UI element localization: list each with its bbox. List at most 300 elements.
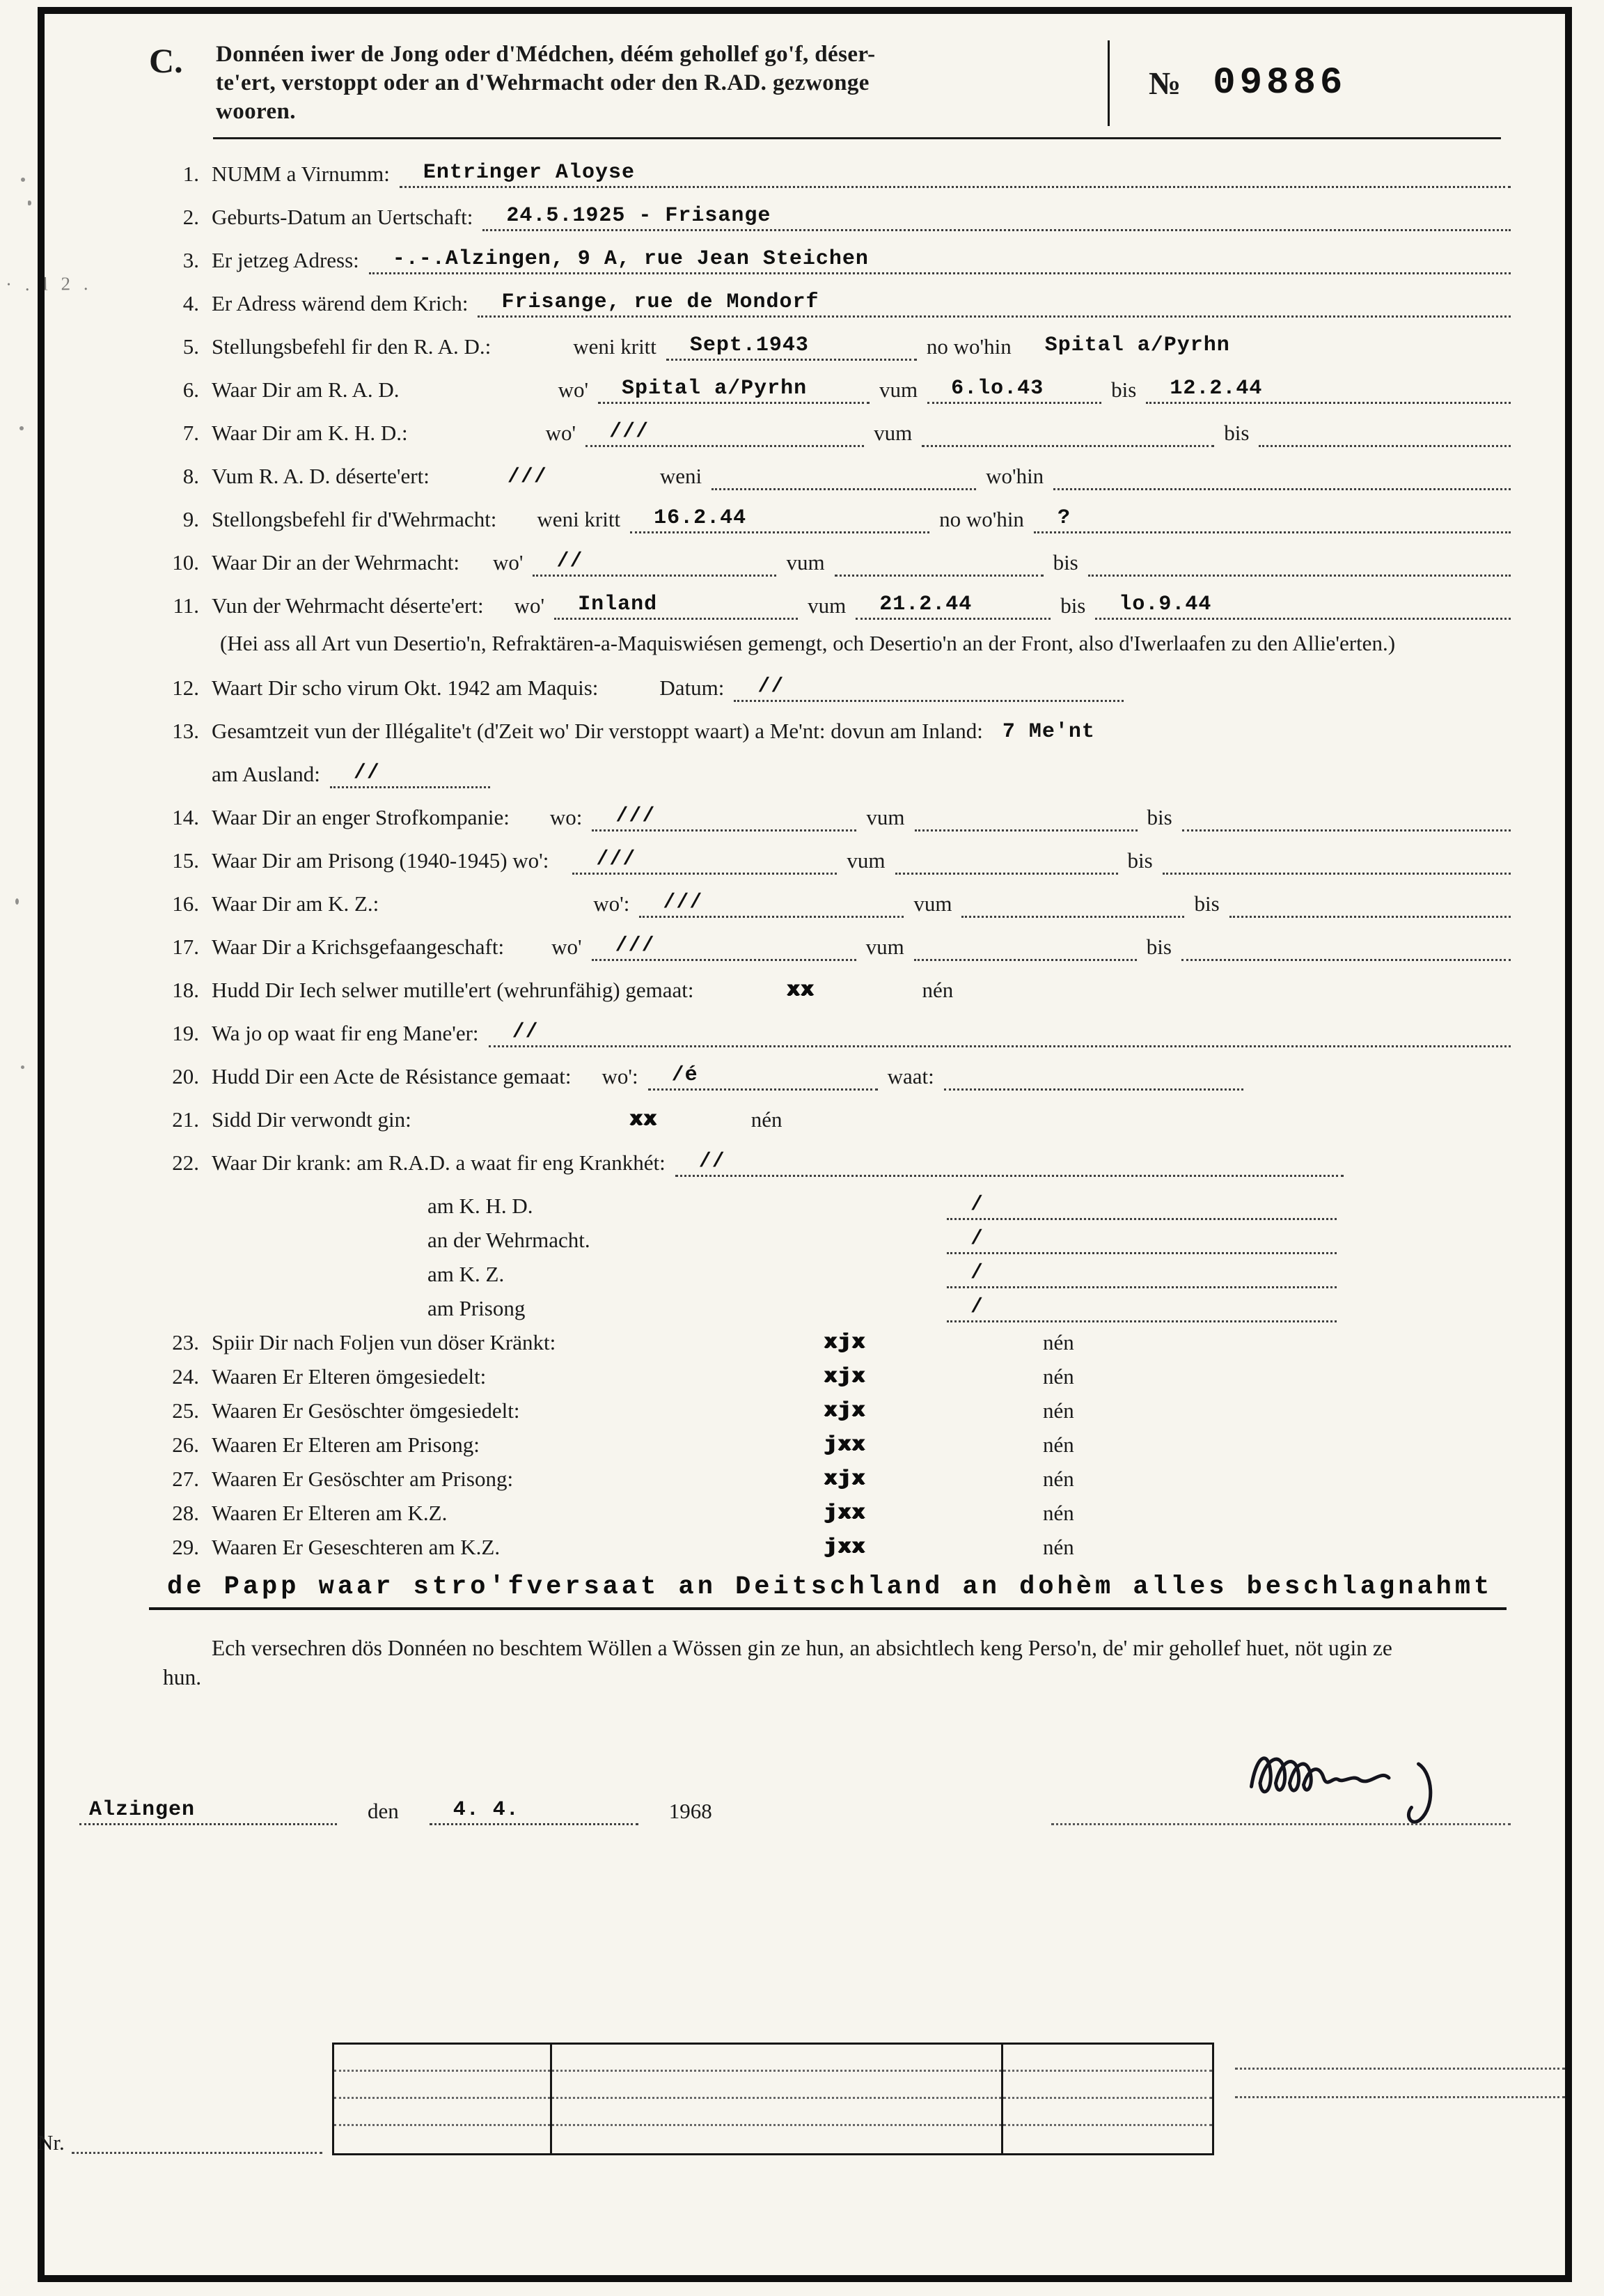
field-label: Vum R. A. D. déserte'ert: <box>212 463 430 488</box>
item-number: 3. <box>182 247 199 272</box>
field-blank <box>369 247 1511 274</box>
field-blank <box>1034 506 1511 533</box>
field-blank <box>648 1063 878 1091</box>
item-number: 6. <box>182 377 199 402</box>
field-label: nén <box>1043 1501 1074 1526</box>
typed-value: 7 Me'nt <box>1002 720 1095 744</box>
field-label: vum <box>913 891 952 916</box>
field-label: Waar Dir am K. H. D.: <box>212 420 408 445</box>
form-row <box>149 1226 1511 1254</box>
typed-statement: de Papp waar stro'fversaat an Deitschland an dohèm alles beschlagnahmt <box>149 1572 1507 1610</box>
field-label: am Ausland: <box>212 762 320 787</box>
declaration-text: Ech versechren dös Donnéen no beschtem Wöllen a Wössen gin ze hun, an absichtlech keng Perso'n, de' mir gehollef huet, nöt ugin ze hun. <box>163 1636 1392 1690</box>
header-description-line: te'ert, verstoppt oder an d'Wehrmacht oder den R.AD. gezwonge <box>216 70 870 95</box>
typed-value: // <box>556 549 583 573</box>
field-blank <box>947 1260 1337 1288</box>
row-body <box>212 933 1511 961</box>
field-blank <box>1259 419 1511 447</box>
field-label: wo' <box>558 377 589 402</box>
field-blank <box>592 933 856 961</box>
field-label: NUMM a Virnumm: <box>212 161 390 186</box>
field-blank <box>675 1149 1344 1177</box>
typed-value: /// <box>615 934 655 958</box>
field-label: den <box>368 1799 399 1824</box>
signature-area <box>1051 1726 1511 1825</box>
item-number: 13. <box>172 719 199 744</box>
typed-value: / <box>970 1295 984 1320</box>
scan-speck <box>28 201 31 205</box>
field-blank <box>914 933 1137 961</box>
form-row <box>149 160 1511 188</box>
form-row <box>149 1465 1511 1493</box>
overstrike-mark: xx <box>629 1108 658 1132</box>
form-row <box>149 1329 1511 1357</box>
field-blank <box>554 592 798 620</box>
typed-value: Frisange, rue de Mondorf <box>501 290 819 314</box>
field-label: am K. Z. <box>427 1262 505 1287</box>
field-label: bis <box>1147 805 1172 830</box>
field-label: no wo'hin <box>939 506 1024 531</box>
field-label: an der Wehrmacht. <box>427 1228 590 1253</box>
typed-value: // <box>698 1150 725 1174</box>
row-body <box>212 1260 1511 1288</box>
form-row <box>149 376 1511 404</box>
grid-cell <box>1003 2045 1212 2072</box>
item-number: 16. <box>172 891 199 916</box>
field-blank <box>1088 549 1511 577</box>
typed-value <box>1181 958 1211 959</box>
field-label: nén <box>1043 1364 1074 1389</box>
field-label: Waart Dir scho virum Okt. 1942 am Maquis: <box>212 675 599 701</box>
typed-value: 21.2.44 <box>879 592 973 616</box>
field-blank <box>639 890 904 918</box>
field-label: wo' <box>492 549 524 575</box>
field-label: wo'hin <box>986 463 1044 488</box>
field-label: vum <box>786 549 825 575</box>
closing-row <box>79 1726 1511 1825</box>
form-row <box>149 462 1511 490</box>
field-blank <box>947 1226 1337 1254</box>
form-row <box>149 1192 1511 1220</box>
form-row <box>149 804 1511 831</box>
field-label: Sidd Dir verwondt gin: <box>212 1107 411 1132</box>
field-blank <box>1095 592 1511 620</box>
form-row <box>149 419 1511 447</box>
row-body <box>212 1397 1511 1425</box>
row-body <box>212 1192 1511 1220</box>
grid-cell <box>1003 2126 1212 2153</box>
form-row <box>149 1397 1511 1425</box>
typed-value: Spital a/Pyrhn <box>622 376 808 400</box>
typed-value: ? <box>1057 506 1071 530</box>
typed-value: // <box>512 1020 539 1045</box>
typed-value: /// <box>609 419 650 444</box>
field-blank <box>944 1063 1243 1091</box>
field-blank <box>1021 333 1511 361</box>
field-blank <box>572 847 837 875</box>
item-number: 7. <box>182 420 199 445</box>
field-label: vum <box>866 805 905 830</box>
form-row <box>149 203 1511 231</box>
row-body <box>212 1020 1511 1047</box>
overstrike-mark: xjx <box>824 1399 867 1423</box>
numero-sign: № <box>1149 65 1181 101</box>
field-label: waat: <box>887 1064 934 1089</box>
field-label: bis <box>1146 935 1172 960</box>
field-label: no wo'hin <box>926 334 1012 359</box>
overstrike-mark: xjx <box>824 1365 867 1389</box>
typed-value: 24.5.1925 - Frisange <box>506 203 771 228</box>
field-blank <box>947 1192 1337 1220</box>
form-row <box>149 1149 1511 1177</box>
item-number: 29. <box>172 1535 199 1560</box>
grid-cell <box>334 2099 550 2126</box>
field-blank <box>598 376 870 404</box>
field-label: Hudd Dir een Acte de Résistance gemaat: <box>212 1064 572 1089</box>
field-label: wo: <box>549 805 583 830</box>
field-label: Waaren Er Gesöschter ömgesiedelt: <box>212 1398 520 1423</box>
row-body <box>212 1533 1511 1561</box>
field-label: weni <box>659 463 702 488</box>
field-label: vum <box>865 935 904 960</box>
row-body <box>212 376 1511 404</box>
field-label: Spiir Dir nach Foljen vun döser Kränkt: <box>212 1330 556 1355</box>
item-number: 9. <box>182 506 199 531</box>
header-description-line: wooren. <box>216 98 296 124</box>
scan-speck <box>19 426 24 430</box>
field-label: Geburts-Datum an Uertschaft: <box>212 204 473 229</box>
field-label: Vun der Wehrmacht déserte'ert: <box>212 593 484 618</box>
row-body <box>212 1431 1511 1459</box>
field-blank <box>1181 933 1511 961</box>
dotted-blank <box>1235 2070 1565 2098</box>
form-row <box>149 890 1511 918</box>
form-row <box>149 717 1511 745</box>
form-row <box>149 549 1511 577</box>
typed-value <box>1182 828 1211 829</box>
form-row <box>149 1106 1511 1134</box>
field-blank <box>922 419 1214 447</box>
field-label: Datum: <box>659 675 725 701</box>
field-label: Waar Dir an enger Strofkompanie: <box>212 805 510 830</box>
field-label: am Prisong <box>427 1296 526 1321</box>
typed-value <box>1053 487 1083 488</box>
field-label: Waaren Er Elteren am K.Z. <box>212 1501 448 1526</box>
signature-scribble <box>1211 1726 1511 1830</box>
typed-value <box>944 1087 973 1088</box>
field-label: Waar Dir am Prisong (1940-1945) wo': <box>212 848 549 873</box>
grid-column <box>552 2045 1003 2153</box>
row-body <box>212 976 1511 1004</box>
field-label: vum <box>874 420 913 445</box>
row-body <box>212 462 1511 490</box>
typed-value <box>835 573 864 575</box>
scan-artifact: · . l 2 . <box>5 272 93 295</box>
field-label: weni kritt <box>537 506 621 531</box>
field-label: Waaren Er Elteren ömgesiedelt: <box>212 1364 487 1389</box>
document-number: 09886 <box>1213 61 1347 104</box>
dotted-blank <box>1235 2041 1565 2070</box>
typed-value <box>1259 444 1288 445</box>
section-letter: C. <box>149 41 183 80</box>
row-body <box>212 419 1511 447</box>
item-number: 15. <box>172 848 199 873</box>
field-label: am K. H. D. <box>427 1194 533 1219</box>
typed-value: Sept.1943 <box>689 333 809 357</box>
field-blank <box>734 674 1124 702</box>
field-label: weni kritt <box>573 334 656 359</box>
field-label: wo' <box>545 420 576 445</box>
grid-cell <box>552 2072 1001 2099</box>
field-label: nén <box>922 978 954 1003</box>
field-blank <box>1163 847 1511 875</box>
form-row <box>149 847 1511 875</box>
field-label: Hudd Dir Iech selwer mutille'ert (wehrunfähig) gemaat: <box>212 978 694 1003</box>
field-label: bis <box>1053 549 1078 575</box>
typed-value: 4. 4. <box>453 1798 519 1822</box>
form-row <box>149 674 1511 702</box>
field-label: wo' <box>514 593 545 618</box>
field-label: nén <box>1043 1330 1074 1355</box>
field-label: Gesamtzeit vun der Illégalite't (d'Zeit wo' Dir verstoppt waart) a Me'nt: dovun am Inland: <box>212 719 983 744</box>
item-number: 24. <box>172 1364 199 1389</box>
date-blank <box>430 1797 638 1825</box>
field-blank <box>533 549 776 577</box>
grid-cell <box>334 2126 550 2153</box>
field-label: Waar Dir an der Wehrmacht: <box>212 549 459 575</box>
field-label: bis <box>1060 593 1086 618</box>
field-label: Er Adress wärend dem Krich: <box>212 290 469 315</box>
header-description-line: Donnéen iwer de Jong oder d'Médchen, déém gehollef go'f, déser- <box>216 42 876 67</box>
item-number: 28. <box>172 1501 199 1526</box>
field-label: bis <box>1224 420 1250 445</box>
form-header <box>149 29 1511 130</box>
field-label: Waar Dir a Krichsgefaangeschaft: <box>212 935 505 960</box>
row-body <box>212 203 1511 231</box>
field-blank <box>489 1020 1511 1047</box>
row-body <box>212 804 1511 831</box>
grid-cell <box>552 2126 1001 2153</box>
field-label: Er jetzeg Adress: <box>212 247 359 272</box>
field-label: Stellungsbefehl fir den R. A. D.: <box>212 334 492 359</box>
page-content <box>38 14 1565 2275</box>
field-label: nén <box>1043 1467 1074 1492</box>
row-body <box>212 674 1511 702</box>
row-body <box>212 290 1511 318</box>
overstrike-mark: jxx <box>824 1536 867 1560</box>
field-label: vum <box>847 848 886 873</box>
typed-value <box>1229 914 1259 916</box>
overstrike-mark: xx <box>787 978 815 1003</box>
form-row <box>149 506 1511 533</box>
typed-value: // <box>757 675 785 699</box>
typed-value: 12.2.44 <box>1170 376 1263 400</box>
page-border-frame <box>38 7 1572 2282</box>
field-label: wo': <box>602 1064 638 1089</box>
item-number: 21. <box>172 1107 199 1132</box>
row-body <box>212 1363 1511 1391</box>
field-blank <box>1146 376 1511 404</box>
field-blank <box>927 376 1101 404</box>
field-label: vum <box>808 593 847 618</box>
item-number: 4. <box>182 290 199 315</box>
typed-value <box>1088 573 1117 575</box>
overstrike-mark: jxx <box>824 1501 867 1526</box>
signature-line <box>1051 1823 1511 1825</box>
field-label: vum <box>879 377 918 402</box>
typed-value: /// <box>507 464 547 489</box>
item-number: 27. <box>172 1467 199 1492</box>
item-note: (Hei ass all Art vun Desertio'n, Refraktären-a-Maquiswiésen gemengt, och Desertio'n an der Front, also d'Iwerlaafen zu den Allie'erten.) <box>220 630 1396 655</box>
field-label: nén <box>1043 1535 1074 1560</box>
field-blank <box>478 290 1511 318</box>
footer-area <box>38 2041 1565 2155</box>
field-label: Waar Dir am K. Z.: <box>212 891 379 916</box>
field-blank <box>947 1295 1337 1322</box>
row-body <box>212 1063 1511 1091</box>
typed-value: lo.9.44 <box>1119 592 1212 616</box>
form-row <box>149 333 1511 361</box>
item-number: 8. <box>182 463 199 488</box>
row-body <box>212 1465 1511 1493</box>
item-number: 14. <box>172 805 199 830</box>
typed-value: 6.lo.43 <box>951 376 1044 400</box>
form-rows <box>149 160 1511 1561</box>
date-line <box>79 1797 722 1825</box>
field-blank <box>961 890 1184 918</box>
field-label: Wa jo op waat fir eng Mane'er: <box>212 1021 479 1046</box>
row-body <box>212 760 1511 788</box>
place-blank <box>79 1797 337 1825</box>
typed-value <box>914 958 943 959</box>
item-number: 10. <box>172 549 199 575</box>
scan-speck <box>21 178 25 182</box>
item-number: 17. <box>172 935 199 960</box>
row-body <box>212 160 1511 188</box>
row-body <box>212 1295 1511 1322</box>
typed-value <box>922 444 951 445</box>
typed-value <box>961 914 991 916</box>
field-label: Waaren Er Elteren am Prisong: <box>212 1432 480 1458</box>
row-body <box>212 1106 1511 1134</box>
field-blank <box>330 760 490 788</box>
row-body <box>212 333 1511 361</box>
field-blank <box>666 333 917 361</box>
row-body <box>212 717 1511 745</box>
field-label: nén <box>1043 1432 1074 1458</box>
form-row <box>149 247 1511 274</box>
field-blank <box>856 592 1051 620</box>
row-body <box>212 506 1511 533</box>
field-blank <box>592 804 856 831</box>
typed-value: /é <box>671 1063 698 1088</box>
field-blank <box>711 462 976 490</box>
field-blank <box>1229 890 1511 918</box>
form-row <box>149 1020 1511 1047</box>
form-row <box>149 976 1511 1004</box>
grid-cell <box>334 2045 550 2072</box>
typed-value: /// <box>663 891 703 915</box>
row-body <box>212 1499 1511 1527</box>
typed-value <box>711 487 741 488</box>
item-number: 11. <box>173 593 199 618</box>
typed-value <box>895 871 925 873</box>
item-number: 26. <box>172 1432 199 1458</box>
typed-value <box>915 828 944 829</box>
row-body <box>212 1226 1511 1254</box>
field-blank <box>482 203 1511 231</box>
field-label: wo' <box>551 935 582 960</box>
grid-side-dots <box>1235 2041 1565 2155</box>
typed-value: Spital a/Pyrhn <box>1044 333 1230 357</box>
typed-value: /// <box>596 848 636 872</box>
field-label: nén <box>750 1107 783 1132</box>
field-label: bis <box>1194 891 1220 916</box>
field-blank <box>835 549 1044 577</box>
field-label: bis <box>1111 377 1137 402</box>
grid-column <box>334 2045 552 2153</box>
field-label: wo': <box>593 891 630 916</box>
typed-value: Inland <box>578 592 658 616</box>
row-body <box>212 890 1511 918</box>
item-number: 20. <box>172 1064 199 1089</box>
form-row <box>149 1431 1511 1459</box>
typed-value: /// <box>615 804 656 829</box>
item-number: 12. <box>172 675 199 701</box>
field-label: Stellongsbefehl fir d'Wehrmacht: <box>212 506 497 531</box>
form-row <box>149 933 1511 961</box>
field-blank <box>400 160 1511 188</box>
row-body <box>212 592 1511 620</box>
item-number: 18. <box>172 978 199 1003</box>
form-row <box>149 760 1511 788</box>
typed-value: -.-.Alzingen, 9 A, rue Jean Steichen <box>392 247 869 271</box>
year-label: 1968 <box>668 1799 712 1824</box>
item-number: 5. <box>182 334 199 359</box>
typed-value: / <box>970 1193 984 1217</box>
footer-grid <box>332 2043 1214 2155</box>
field-blank <box>585 419 864 447</box>
document-number-box <box>1108 40 1511 126</box>
grid-cell <box>1003 2072 1212 2099</box>
form-row <box>149 592 1511 620</box>
typed-value: Alzingen <box>89 1798 196 1822</box>
field-label: Waaren Er Geseschteren am K.Z. <box>212 1535 501 1560</box>
typed-value: / <box>970 1261 984 1286</box>
typed-value: Entringer Aloyse <box>423 160 635 185</box>
item-number: 25. <box>172 1398 199 1423</box>
grid-cell <box>552 2045 1001 2072</box>
form-row <box>149 290 1511 318</box>
typed-value: 16.2.44 <box>654 506 747 530</box>
overstrike-mark: jxx <box>824 1433 867 1458</box>
field-blank <box>895 847 1118 875</box>
scan-speck <box>21 1065 24 1069</box>
field-blank <box>630 506 929 533</box>
row-body <box>212 549 1511 577</box>
field-label: Waar Dir am R. A. D. <box>212 377 400 402</box>
row-body <box>212 847 1511 875</box>
form-row <box>149 1063 1511 1091</box>
item-number: 2. <box>182 204 199 229</box>
field-label: Waar Dir krank: am R.A.D. a waat fir eng Krankhét: <box>212 1150 666 1176</box>
form-row <box>149 1295 1511 1322</box>
item-number: 22. <box>172 1150 199 1176</box>
row-body <box>212 1329 1511 1357</box>
row-body <box>212 1149 1511 1177</box>
header-rule <box>213 137 1501 139</box>
field-blank <box>915 804 1138 831</box>
